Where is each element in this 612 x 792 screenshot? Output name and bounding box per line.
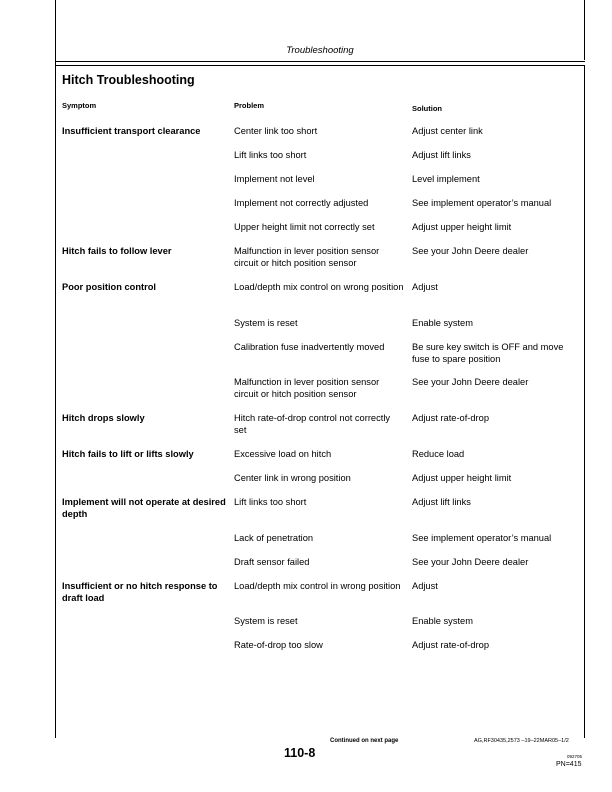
solution-cell: Adjust xyxy=(412,581,438,591)
solution-cell: Be sure key switch is OFF and move fuse to spare position xyxy=(412,342,564,364)
solution-cell: Adjust upper height limit xyxy=(412,222,512,232)
symptom-cell: Implement will not operate at desired depth xyxy=(62,497,226,519)
solution-cell: See your John Deere dealer xyxy=(412,246,529,256)
symptom-cell: Hitch drops slowly xyxy=(62,413,145,423)
problem-cell: Center link in wrong position xyxy=(234,473,351,483)
section-header: Troubleshooting xyxy=(286,45,354,56)
problem-cell: Draft sensor failed xyxy=(234,557,310,567)
page-number: 110-8 xyxy=(284,746,316,760)
solution-cell: See implement operator’s manual xyxy=(412,198,552,208)
solution-cell: Adjust upper height limit xyxy=(412,473,512,483)
column-header-problem: Problem xyxy=(234,101,265,110)
solution-cell: Adjust rate-of-drop xyxy=(412,413,489,423)
problem-cell: Rate-of-drop too slow xyxy=(234,640,323,650)
solution-cell: Enable system xyxy=(412,318,473,328)
problem-cell: Load/depth mix control in wrong position xyxy=(234,581,401,591)
column-header-symptom: Symptom xyxy=(62,101,97,110)
problem-cell: Malfunction in lever position sensor circuit or hitch position sensor xyxy=(234,246,380,268)
page-title: Hitch Troubleshooting xyxy=(62,73,195,87)
solution-cell: Adjust lift links xyxy=(412,150,471,160)
solution-cell: See your John Deere dealer xyxy=(412,557,529,567)
problem-cell: Excessive load on hitch xyxy=(234,449,332,459)
solution-cell: Adjust xyxy=(412,282,438,292)
solution-cell: See your John Deere dealer xyxy=(412,377,529,387)
problem-cell: Calibration fuse inadvertently moved xyxy=(234,342,385,352)
problem-cell: Implement not correctly adjusted xyxy=(234,198,369,208)
problem-cell: Malfunction in lever position sensor circuit or hitch position sensor xyxy=(234,377,380,399)
symptom-cell: Poor position control xyxy=(62,282,156,292)
solution-cell: Reduce load xyxy=(412,449,465,459)
document-code: AG,RF30435,2573 –19–22MAR05–1/2 xyxy=(474,738,569,744)
problem-cell: Lack of penetration xyxy=(234,533,314,543)
symptom-cell: Hitch fails to follow lever xyxy=(62,246,172,256)
problem-cell: Lift links too short xyxy=(234,150,307,160)
column-header-solution: Solution xyxy=(412,104,442,113)
print-code: 092705 xyxy=(567,754,583,759)
solution-cell: Enable system xyxy=(412,616,473,626)
solution-cell: Level implement xyxy=(412,174,480,184)
pn-number: PN=415 xyxy=(556,761,582,768)
solution-cell: Adjust rate-of-drop xyxy=(412,640,489,650)
symptom-cell: Insufficient transport clearance xyxy=(62,126,201,136)
problem-cell: Load/depth mix control on wrong position xyxy=(234,282,404,292)
problem-cell: Implement not level xyxy=(234,174,315,184)
content-box xyxy=(55,65,585,738)
symptom-cell: Hitch fails to lift or lifts slowly xyxy=(62,449,194,459)
problem-cell: System is reset xyxy=(234,318,298,328)
continued-note: Continued on next page xyxy=(330,738,399,744)
solution-cell: Adjust lift links xyxy=(412,497,471,507)
problem-cell: System is reset xyxy=(234,616,298,626)
solution-cell: Adjust center link xyxy=(412,126,483,136)
header-rule xyxy=(55,61,585,62)
problem-cell: Upper height limit not correctly set xyxy=(234,222,375,232)
symptom-cell: Insufficient or no hitch response to draft load xyxy=(62,581,218,603)
problem-cell: Lift links too short xyxy=(234,497,307,507)
problem-cell: Hitch rate-of-drop control not correctly set xyxy=(234,413,391,435)
problem-cell: Center link too short xyxy=(234,126,318,136)
solution-cell: See implement operator’s manual xyxy=(412,533,552,543)
